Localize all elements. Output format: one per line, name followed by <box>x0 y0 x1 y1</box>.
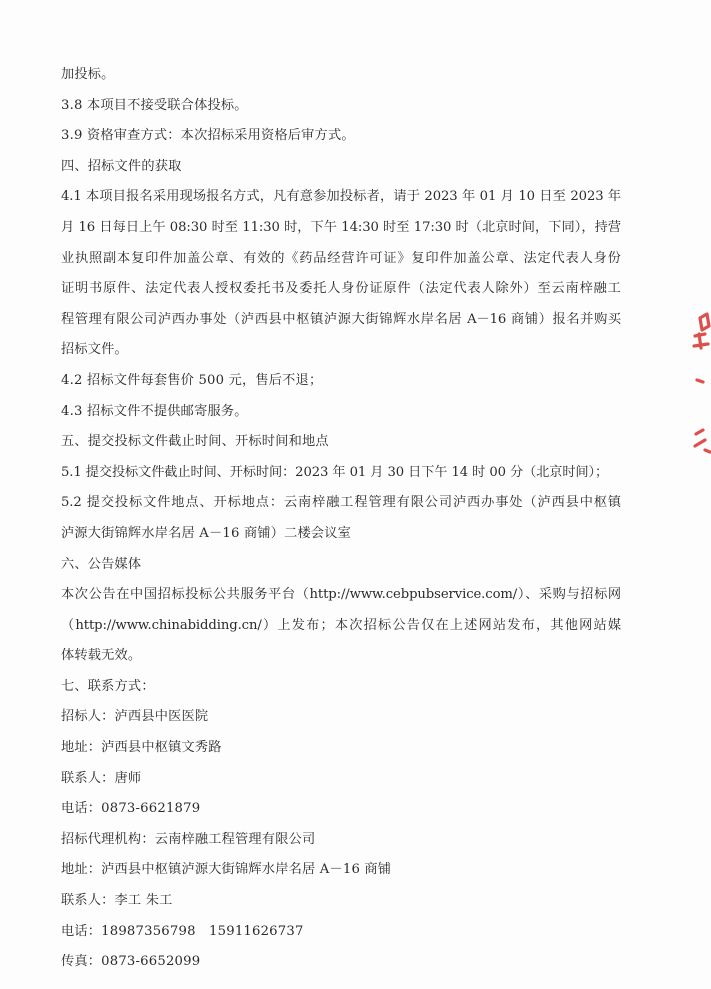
text-line: 4.2 招标文件每套售价 500 元，售后不退； <box>61 372 323 388</box>
contact-line: 联系人：唐师 <box>61 770 142 786</box>
contact-line: 电话：18987356798 15911626737 <box>61 923 304 939</box>
contact-line: 招标人：泸西县中医医院 <box>61 709 209 725</box>
text-line: 业执照副本复印件加盖公章、有效的《药品经营许可证》复印件加盖公章、法定代表人身份 <box>61 250 621 266</box>
text-line: 3.9 资格审查方式：本次招标采用资格后审方式。 <box>61 128 355 144</box>
text-line: 5.2 提交投标文件地点、开标地点：云南梓融工程管理有限公司泸西办事处（泸西县中枢镇 <box>61 495 621 511</box>
text-line: 月 16 日每日上午 08:30 时至 11:30 时，下午 14:30 时至 17:30 时（北京时间，下同），持营 <box>61 219 621 235</box>
text-line: 4.1 本项目报名采用现场报名方式，凡有意参加投标者，请于 2023 年 01 月 10 日至 2023 年 <box>61 189 621 205</box>
text-line: 泸源大街锦辉水岸名居 A－16 商铺）二楼会议室 <box>61 525 352 541</box>
text-line: 4.3 招标文件不提供邮寄服务。 <box>61 403 248 419</box>
text-line: 体转载无效。 <box>61 648 142 664</box>
document-body <box>61 60 621 978</box>
text-line: 证明书原件、法定代表人授权委托书及委托人身份证原件（法定代表人除外）至云南梓融工 <box>61 281 621 297</box>
text-line: 程管理有限公司泸西办事处（泸西县中枢镇泸源大街锦辉水岸名居 A－16 商铺）报名并购买 <box>61 311 621 327</box>
contact-line: 招标代理机构：云南梓融工程管理有限公司 <box>61 831 316 847</box>
contact-line: 传真：0873-6652099 <box>61 954 201 970</box>
section-heading: 六、公告媒体 <box>61 556 142 572</box>
contact-line: 地址：泸西县中枢镇文秀路 <box>61 740 222 756</box>
contact-line: 地址：泸西县中枢镇泸源大街锦辉水岸名居 A－16 商铺 <box>61 862 392 878</box>
text-line: 5.1 提交投标文件截止时间、开标时间：2023 年 01 月 30 日下午 14 时 00 分（北京时间）； <box>61 464 609 480</box>
contact-line: 联系人：李工 朱工 <box>61 893 173 909</box>
text-line: 本次公告在中国招标投标公共服务平台（http://www.cebpubservice.com/）、采购与招标网 <box>61 587 621 603</box>
text-line: 加投标。 <box>61 67 115 82</box>
seal-stamp-fragment <box>681 300 711 470</box>
section-heading: 七、联系方式： <box>61 678 155 694</box>
text-line: 招标文件。 <box>61 342 128 358</box>
section-heading: 五、提交投标文件截止时间、开标时间和地点 <box>61 434 329 450</box>
text-line: （http://www.chinabidding.cn/）上发布；本次招标公告仅在上述网站发布，其他网站媒 <box>61 617 621 633</box>
contact-line: 电话：0873-6621879 <box>61 801 201 817</box>
section-heading: 四、招标文件的获取 <box>61 158 182 174</box>
text-line: 3.8 本项目不接受联合体投标。 <box>61 97 248 113</box>
